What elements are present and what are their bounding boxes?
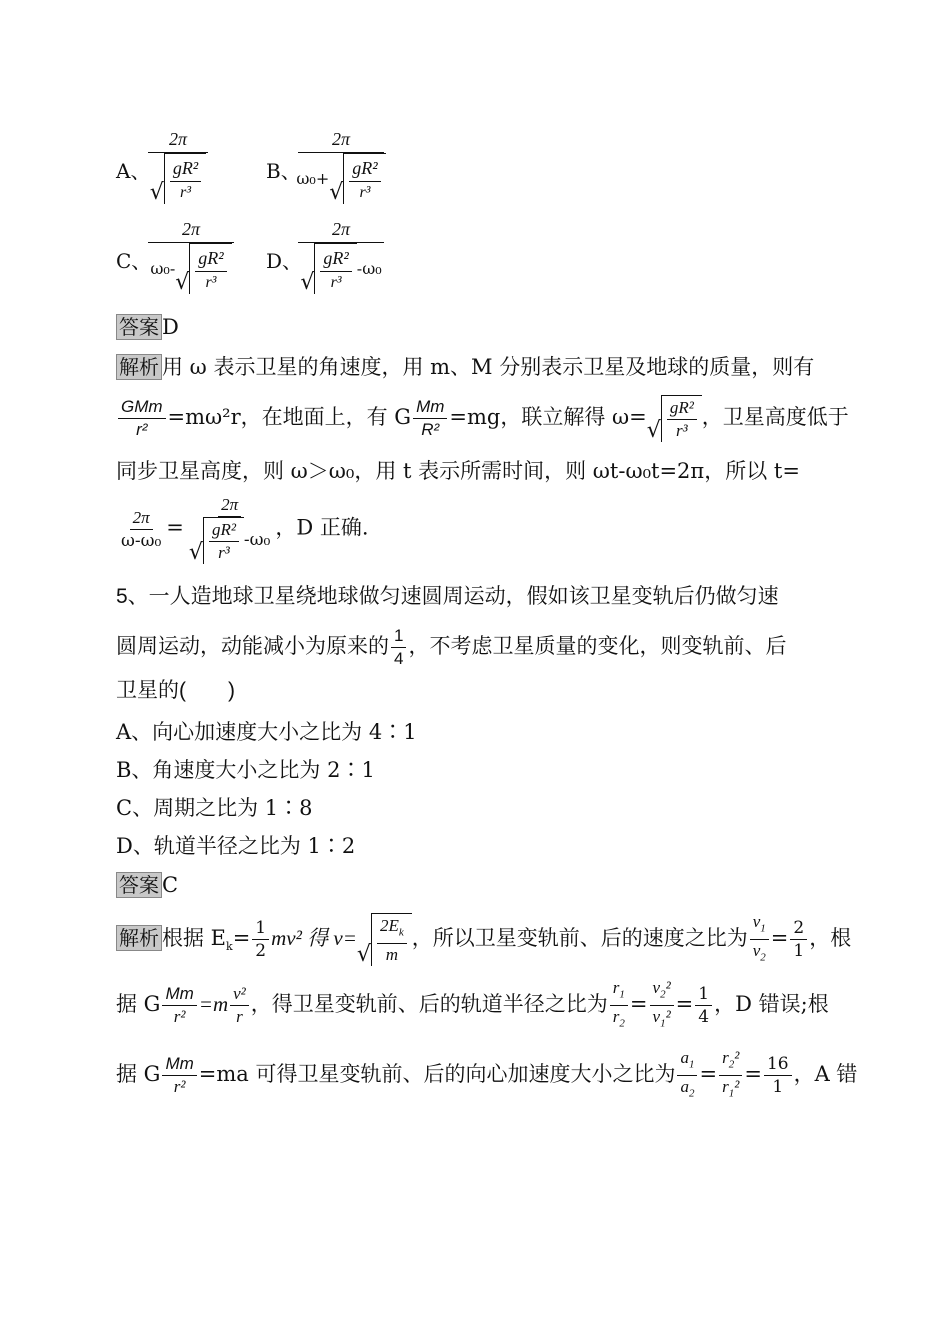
omega0: ω₀ bbox=[296, 169, 316, 188]
analysis-text: 根据 E bbox=[162, 926, 227, 950]
analysis-text: =mg，联立解得 ω= bbox=[449, 405, 647, 429]
option-b-formula: 2π ω₀ + √ $\frac{\text{gR²}}{\text{r³}}$ bbox=[298, 126, 384, 204]
question-text: ，不考虑卫星质量的变化，则变轨前、后 bbox=[408, 635, 787, 658]
analysis-tag: 解析 bbox=[116, 354, 162, 380]
gr2: gR² bbox=[209, 519, 239, 542]
answer-value: D bbox=[162, 315, 179, 339]
analysis-text: 用 ω 表示卫星的角速度，用 m、M 分别表示卫星及地球的质量，则有 bbox=[162, 355, 815, 379]
option-c-formula: 2π ω₀ - √ $\frac{\text{gR²}}{\text{r³}}$ bbox=[148, 216, 234, 294]
numerator: 2π bbox=[181, 219, 201, 239]
omega0: ω₀ bbox=[249, 530, 271, 550]
analysis-text: =ma 可得卫星变轨前、后的向心加速度大小之比为 bbox=[198, 1062, 676, 1086]
analysis-text: ，卫星高度低于 bbox=[701, 405, 849, 429]
gr2: gR² bbox=[170, 155, 201, 182]
option-b-label: B、 bbox=[266, 159, 301, 183]
analysis-text: 据 G bbox=[116, 1062, 161, 1086]
answer-line-1 bbox=[116, 312, 179, 342]
analysis2-line-2: 据 G $\frac{Mm}{\text{r²}}$ =m $\frac{\text{v²}}{r}$ ，得卫星变轨前、后的轨道半径之比为 $\frac{r_1}{r_2}$ = $\frac{v_2^2}{v_1^2}$ = $\frac{1}{4}$ ，D 错误;根 bbox=[116, 977, 829, 1030]
analysis-text: ，根 bbox=[809, 926, 852, 950]
analysis-text: ，所以卫星变轨前、后的速度之比为 bbox=[411, 926, 748, 950]
analysis-text: ，得卫星变轨前、后的轨道半径之比为 bbox=[250, 992, 608, 1016]
omega0: ω₀ bbox=[150, 259, 170, 278]
option-c-label: C、 bbox=[116, 249, 152, 273]
question-5-option-b: B、角速度大小之比为 2∶1 bbox=[116, 758, 375, 782]
analysis-text: ，A 错 bbox=[793, 1062, 858, 1086]
r3: r³ bbox=[330, 274, 342, 291]
option-d-label: D、 bbox=[266, 249, 303, 273]
analysis-line-2: $\frac{\text{GMm}}{\text{r²}}$ =mω²r，在地面上，有 G $\frac{Mm}{\text{R²}}$ =mg，联立解得 ω= √ $\frac{\text{gR²}}{\text{r³}}$ ，卫星高度低于 bbox=[116, 392, 849, 442]
option-d-formula: 2π √ $\frac{\text{gR²}}{\text{r³}}$ - ω₀ bbox=[298, 216, 384, 294]
r3: r³ bbox=[180, 184, 192, 201]
equals: = bbox=[166, 515, 184, 540]
r3: r³ bbox=[205, 274, 217, 291]
analysis-line-1 bbox=[116, 352, 814, 382]
question-5-line-3: 卫星的( ) bbox=[116, 679, 235, 702]
answer-line-2 bbox=[116, 870, 178, 900]
gr2: gR² bbox=[349, 155, 380, 182]
equals: = bbox=[232, 926, 251, 950]
question-5-option-a: A、向心加速度大小之比为 4∶1 bbox=[116, 720, 417, 744]
answer-tag: 答案 bbox=[116, 872, 162, 898]
frac-num: 1 bbox=[391, 625, 406, 648]
frac-num: 2π bbox=[130, 507, 153, 530]
analysis-line-4: $\frac{2\pi}{\text{ω-ω₀}}$ = 2π √ $\frac{\text{gR²}}{\text{r³}}$ -ω₀ ，D 正确. bbox=[116, 494, 369, 564]
analysis2-line-1: 解析 根据 $E_k=$ $\frac{1}{2}$ mv² 得 v= √ $\frac{2E_k}{m}$ ，所以卫星变轨前、后的速度之比为 $\frac{v_1}{v_2}$ = $\frac{2}{1}$ ，根 bbox=[116, 910, 851, 975]
question-5-option-d: D、轨道半径之比为 1∶2 bbox=[116, 834, 356, 858]
analysis-text: ，D 正确. bbox=[275, 515, 369, 540]
answer-value: C bbox=[162, 873, 179, 897]
gr2: gR² bbox=[320, 245, 351, 272]
question-5-line-1: 5、一人造地球卫星绕地球做匀速圆周运动，假如该卫星变轨后仍做匀速 bbox=[116, 585, 779, 608]
question-text: 圆周运动，动能减小为原来的 bbox=[116, 635, 389, 658]
analysis-text: 据 G bbox=[116, 992, 161, 1016]
answer-tag: 答案 bbox=[116, 314, 162, 340]
analysis-text: mv² 得 v= bbox=[271, 926, 357, 950]
analysis-line-3: 同步卫星高度，则 ω＞ω₀，用 t 表示所需时间，则 ωt-ω₀t=2π，所以 t= bbox=[116, 459, 800, 483]
frac-num: 2π bbox=[218, 494, 241, 517]
frac-num: Mm bbox=[413, 396, 447, 419]
question-5-option-c: C、周期之比为 1∶8 bbox=[116, 796, 313, 820]
subscript: k bbox=[226, 940, 233, 954]
frac-den: R² bbox=[421, 420, 440, 439]
frac-den: r² bbox=[136, 420, 148, 439]
option-a-formula: 2π √ $\frac{\text{gR²}}{\text{r³}}$ bbox=[148, 126, 208, 204]
equals: = bbox=[770, 926, 789, 950]
gr2: gR² bbox=[195, 245, 226, 272]
question-5-line-2 bbox=[116, 622, 786, 672]
frac-den: 4 bbox=[394, 648, 404, 668]
r3: r³ bbox=[675, 421, 688, 440]
gr2: gR² bbox=[667, 397, 697, 420]
numerator: 2π bbox=[168, 129, 188, 149]
numerator: 2π bbox=[331, 129, 351, 149]
analysis-text: =m bbox=[198, 992, 229, 1016]
analysis-tag: 解析 bbox=[116, 925, 162, 951]
analysis2-line-3: 据 G $\frac{Mm}{\text{r²}}$ =ma 可得卫星变轨前、后的向心加速度大小之比为 $\frac{a_1}{a_2}$ = $\frac{r_2^2}{r_1^2}$ = $\frac{16}{1}$ ，A 错 bbox=[116, 1047, 858, 1100]
frac-num: GMm bbox=[118, 396, 166, 419]
analysis-text: ，D 错误;根 bbox=[714, 992, 829, 1016]
numerator: 2π bbox=[331, 219, 351, 239]
omega0: ω₀ bbox=[362, 259, 382, 278]
r3: r³ bbox=[359, 184, 371, 201]
analysis-text: =mω²r，在地面上，有 G bbox=[167, 405, 412, 429]
frac-den: ω-ω₀ bbox=[121, 530, 162, 551]
option-a-label: A、 bbox=[116, 159, 151, 183]
r3: r³ bbox=[218, 543, 230, 562]
